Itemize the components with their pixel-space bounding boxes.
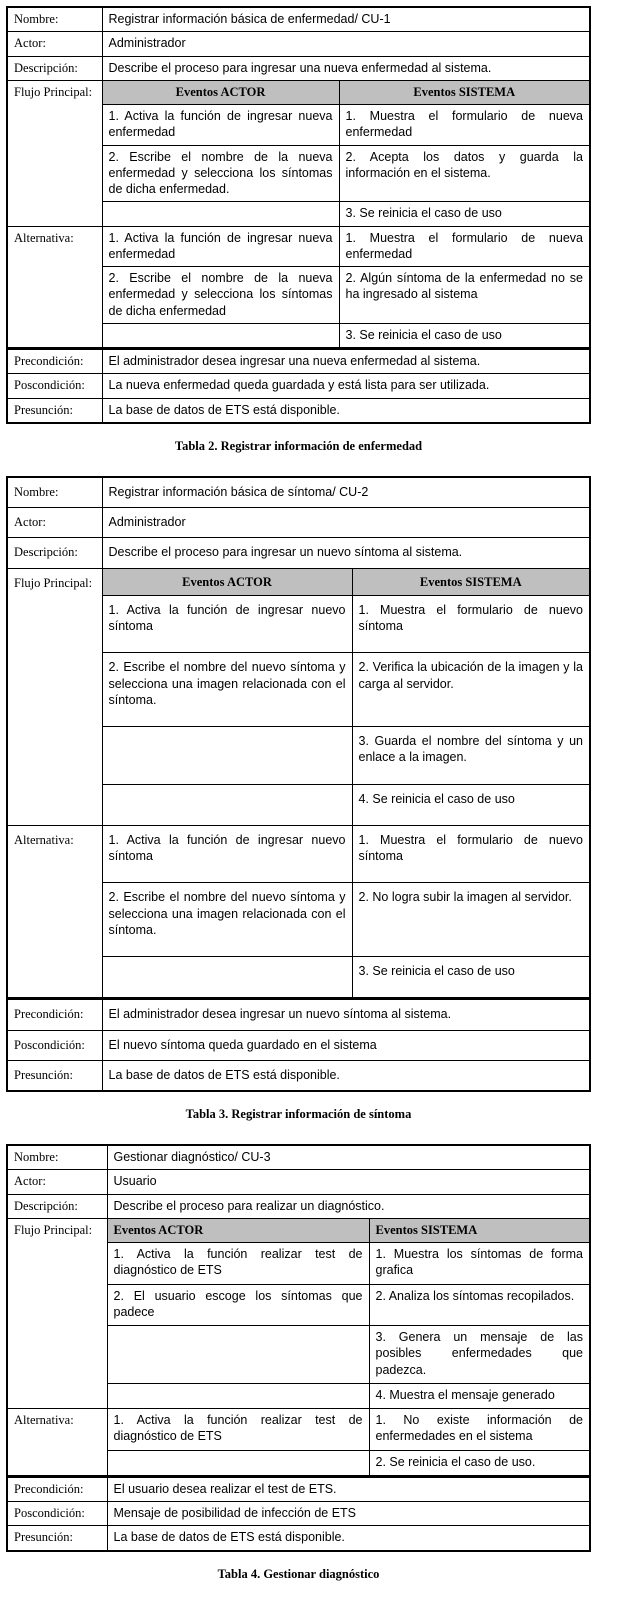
event-sistema-cell: 4. Se reinicia el caso de uso [352, 784, 590, 825]
event-sistema-cell: 2. Acepta los datos y guarda la información en el sistema. [339, 145, 590, 202]
use-case-table-cu2 [6, 476, 591, 1092]
event-actor-cell: 1. Activa la función de ingresar nueva enfermedad [102, 105, 339, 146]
table-row [7, 538, 590, 568]
event-sistema-cell: 3. Guarda el nombre del síntoma y un enlace a la imagen. [352, 727, 590, 785]
event-sistema-cell: 2. Verifica la ubicación de la imagen y la carga al servidor. [352, 653, 590, 727]
row-value-descripcion: Describe el proceso para ingresar un nuevo síntoma al sistema. [102, 538, 590, 568]
row-value-presuncion: La base de datos de ETS está disponible. [107, 1526, 590, 1551]
event-sistema-cell: 4. Muestra el mensaje generado [369, 1383, 590, 1408]
eventos-sistema-header: Eventos SISTEMA [369, 1218, 590, 1242]
event-actor-cell: 1. Activa la función de ingresar nueva enfermedad [102, 226, 339, 267]
eventos-actor-header: Eventos ACTOR [107, 1218, 369, 1242]
row-label-presuncion: Presunción: [7, 398, 102, 423]
event-sistema-cell: 1. Muestra el formulario de nuevo síntoma [352, 595, 590, 653]
table-row [7, 56, 590, 80]
table-row [7, 1476, 590, 1501]
row-value-descripcion: Describe el proceso para ingresar una nueva enfermedad al sistema. [102, 56, 590, 80]
row-label-descripcion: Descripción: [7, 1194, 107, 1218]
table-row [7, 1030, 590, 1060]
event-actor-cell [102, 784, 352, 825]
table-row [7, 1409, 590, 1451]
event-actor-cell [102, 323, 339, 348]
row-value-nombre: Registrar información básica de síntoma/ CU-2 [102, 477, 590, 508]
event-sistema-cell: 3. Se reinicia el caso de uso [339, 323, 590, 348]
row-value-poscondicion: El nuevo síntoma queda guardado en el sistema [102, 1030, 590, 1060]
event-sistema-cell: 1. No existe información de enfermedades en el sistema [369, 1409, 590, 1451]
row-label-presuncion: Presunción: [7, 1526, 107, 1551]
table-row [7, 825, 590, 883]
row-label-precondicion: Precondición: [7, 1476, 107, 1501]
row-value-poscondicion: La nueva enfermedad queda guardada y está lista para ser utilizada. [102, 374, 590, 398]
table-caption-tabla3: Tabla 3. Registrar información de síntoma [185, 1107, 412, 1121]
row-value-precondicion: El administrador desea ingresar un nuevo síntoma al sistema. [102, 999, 590, 1030]
event-sistema-cell: 2. Se reinicia el caso de uso. [369, 1450, 590, 1476]
table-row [7, 1145, 590, 1170]
table-row [7, 349, 590, 374]
event-sistema-cell: 3. Genera un mensaje de las posibles enfermedades que padezca. [369, 1326, 590, 1384]
table-row [7, 1060, 590, 1091]
event-actor-cell [102, 957, 352, 999]
row-value-actor: Administrador [102, 32, 590, 56]
event-sistema-cell: 2. Algún síntoma de la enfermedad no se ha ingresado al sistema [339, 267, 590, 324]
row-value-actor: Administrador [102, 508, 590, 538]
row-label-poscondicion: Poscondición: [7, 374, 102, 398]
event-sistema-cell: 3. Se reinicia el caso de uso [352, 957, 590, 999]
row-label-flujo-principal: Flujo Principal: [7, 1218, 107, 1408]
row-value-presuncion: La base de datos de ETS está disponible. [102, 398, 590, 423]
event-actor-cell: 2. Escribe el nombre de la nueva enfermedad y selecciona los síntomas de dicha enfermedad [102, 267, 339, 324]
event-actor-cell: 1. Activa la función realizar test de diagnóstico de ETS [107, 1409, 369, 1451]
use-case-table-cu1 [6, 6, 591, 424]
row-label-alternativa: Alternativa: [7, 825, 102, 999]
row-label-actor: Actor: [7, 32, 102, 56]
use-case-table-cu3 [6, 1144, 591, 1552]
event-actor-cell: 2. Escribe el nombre de la nueva enfermedad y selecciona los síntomas de dicha enfermedad. [102, 145, 339, 202]
row-value-nombre: Gestionar diagnóstico/ CU-3 [107, 1145, 590, 1170]
event-actor-cell [107, 1383, 369, 1408]
event-sistema-cell: 1. Muestra el formulario de nueva enfermedad [339, 105, 590, 146]
row-value-actor: Usuario [107, 1170, 590, 1194]
event-actor-cell: 2. Escribe el nombre del nuevo síntoma y selecciona una imagen relacionada con el síntoma. [102, 653, 352, 727]
row-label-poscondicion: Poscondición: [7, 1502, 107, 1526]
event-actor-cell: 1. Activa la función de ingresar nuevo síntoma [102, 825, 352, 883]
eventos-actor-header: Eventos ACTOR [102, 80, 339, 104]
event-sistema-cell: 1. Muestra el formulario de nuevo síntoma [352, 825, 590, 883]
event-actor-cell [102, 202, 339, 226]
event-actor-cell: 1. Activa la función de ingresar nuevo síntoma [102, 595, 352, 653]
eventos-sistema-header: Eventos SISTEMA [352, 568, 590, 595]
row-value-precondicion: El administrador desea ingresar una nueva enfermedad al sistema. [102, 349, 590, 374]
row-label-precondicion: Precondición: [7, 349, 102, 374]
event-actor-cell [107, 1450, 369, 1476]
eventos-actor-header: Eventos ACTOR [102, 568, 352, 595]
table-row [7, 80, 590, 104]
row-label-flujo-principal: Flujo Principal: [7, 80, 102, 226]
row-label-alternativa: Alternativa: [7, 226, 102, 349]
table-caption-tabla2: Tabla 2. Registrar información de enfermedad [174, 438, 423, 453]
row-label-descripcion: Descripción: [7, 56, 102, 80]
row-label-nombre: Nombre: [7, 7, 102, 32]
row-value-descripcion: Describe el proceso para realizar un diagnóstico. [107, 1194, 590, 1218]
table-row [7, 477, 590, 508]
row-value-precondicion: El usuario desea realizar el test de ETS. [107, 1476, 590, 1501]
table-row [7, 508, 590, 538]
row-label-presuncion: Presunción: [7, 1060, 102, 1091]
table-row [7, 32, 590, 56]
row-label-actor: Actor: [7, 1170, 107, 1194]
table-row [7, 1194, 590, 1218]
table-row [7, 398, 590, 423]
table-row [7, 568, 590, 595]
row-label-nombre: Nombre: [7, 1145, 107, 1170]
row-value-poscondicion: Mensaje de posibilidad de infección de ETS [107, 1502, 590, 1526]
event-sistema-cell: 2. No logra subir la imagen al servidor. [352, 883, 590, 957]
row-label-nombre: Nombre: [7, 477, 102, 508]
event-sistema-cell: 2. Analiza los síntomas recopilados. [369, 1284, 590, 1326]
table-row [7, 374, 590, 398]
row-value-nombre: Registrar información básica de enfermedad/ CU-1 [102, 7, 590, 32]
row-label-precondicion: Precondición: [7, 999, 102, 1030]
table-row [7, 1170, 590, 1194]
table-row [7, 999, 590, 1030]
event-sistema-cell: 1. Muestra los síntomas de forma grafica [369, 1243, 590, 1285]
table-row [7, 1526, 590, 1551]
event-sistema-cell: 1. Muestra el formulario de nueva enfermedad [339, 226, 590, 267]
table-row [7, 1218, 590, 1242]
event-actor-cell: 2. El usuario escoge los síntomas que padece [107, 1284, 369, 1326]
row-label-flujo-principal: Flujo Principal: [7, 568, 102, 825]
row-label-poscondicion: Poscondición: [7, 1030, 102, 1060]
row-label-descripcion: Descripción: [7, 538, 102, 568]
table-row [7, 226, 590, 267]
event-actor-cell [107, 1326, 369, 1384]
event-sistema-cell: 3. Se reinicia el caso de uso [339, 202, 590, 226]
table-row [7, 1502, 590, 1526]
eventos-sistema-header: Eventos SISTEMA [339, 80, 590, 104]
table-caption-tabla4: Tabla 4. Gestionar diagnóstico [217, 1566, 380, 1581]
table-row [7, 7, 590, 32]
row-value-presuncion: La base de datos de ETS está disponible. [102, 1060, 590, 1091]
event-actor-cell: 2. Escribe el nombre del nuevo síntoma y selecciona una imagen relacionada con el síntoma. [102, 883, 352, 957]
event-actor-cell: 1. Activa la función realizar test de diagnóstico de ETS [107, 1243, 369, 1285]
event-actor-cell [102, 727, 352, 785]
row-label-actor: Actor: [7, 508, 102, 538]
row-label-alternativa: Alternativa: [7, 1409, 107, 1477]
